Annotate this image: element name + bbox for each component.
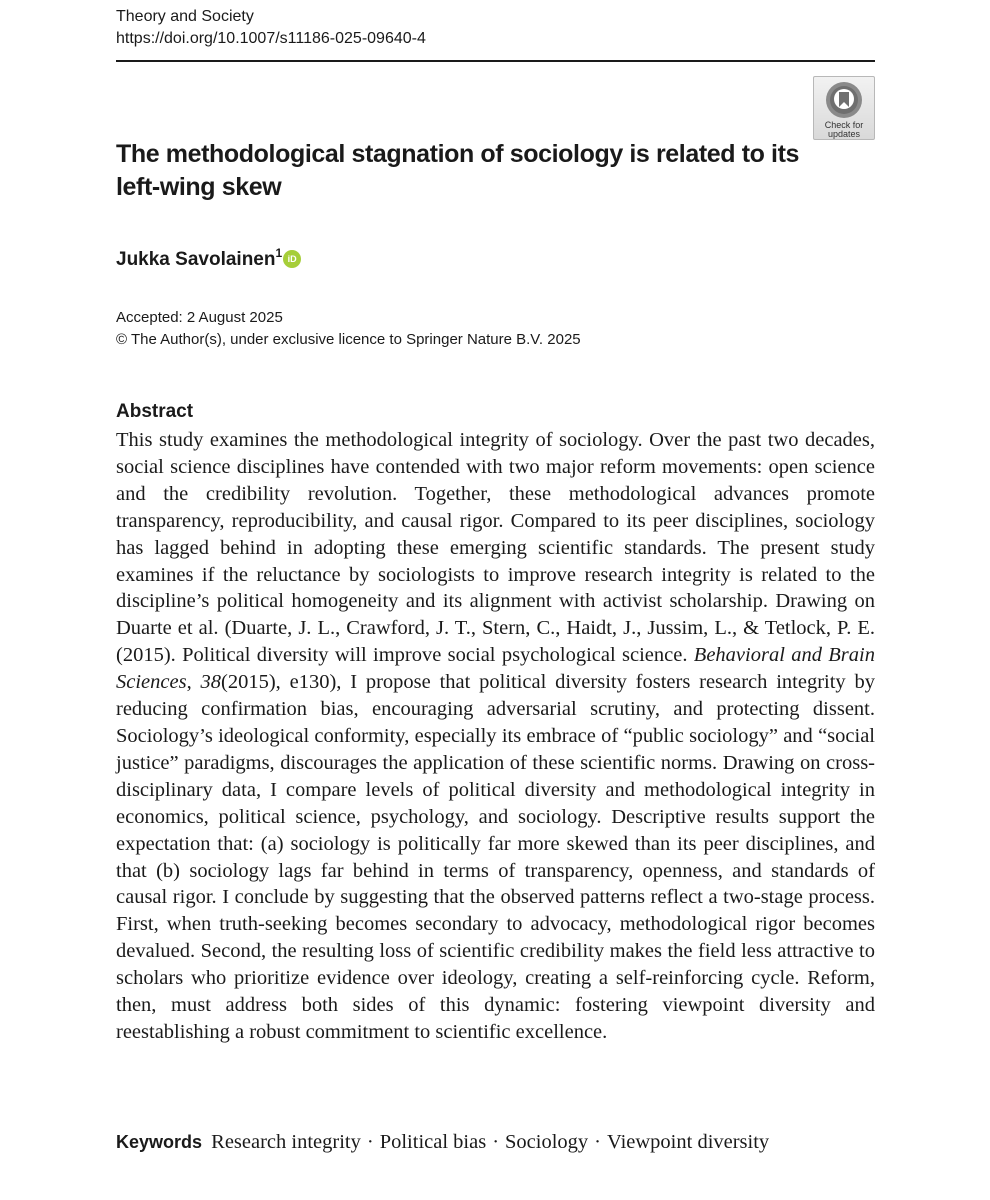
keywords-line (116, 1128, 875, 1156)
keyword-item: Political bias (379, 1131, 487, 1153)
keywords-label: Keywords (116, 1132, 203, 1152)
keyword-item: Sociology (505, 1131, 589, 1153)
keyword-item: Viewpoint diversity (607, 1131, 770, 1153)
author-name[interactable]: Jukka Savolainen (116, 249, 276, 270)
journal-name: Theory and Society (116, 8, 254, 25)
abstract-text-after: (2015), e130), I propose that political diversity fosters research integrity by reducing confirmation bias, encouraging adversarial scrutiny, and protecting dissent. Sociology’s ideological conformity, especially its embrace of “public sociology” and “social justice” paradigms, discourages the application of these scientific norms. Drawing on cross-disciplinary data, I compare levels of political diversity and methodological integrity in economics, political science, psychology, and sociology. Descriptive results support the expectation that: (a) sociology is politically far more skewed than its peer disciplines, and that (b) sociology lags far behind in terms of transparency, openness, and standards of causal rigor. I conclude by suggesting that the observed patterns reflect a two-stage process. First, when truth-seeking becomes secondary to advocacy, methodological rigor becomes devalued. Second, the resulting loss of scientific credibility makes the field less attractive to scholars who prioritize evidence over ideology, creating a self-reinforcing cycle. Reform, then, must address both sides of this dynamic: fostering viewpoint diversity and reestablishing a robust commitment to scientific excellence. (116, 671, 875, 1043)
article-title: The methodological stagnation of sociology is related to its left-wing skew (116, 140, 800, 201)
author-line (116, 240, 301, 273)
keyword-separator: · (594, 1131, 601, 1153)
affiliation-mark: 1 (275, 246, 283, 260)
bookmark-icon (825, 81, 863, 119)
abstract-text (116, 427, 875, 1046)
abstract-text-before: This study examines the methodological integrity of sociology. Over the past two decades, social science disciplines have contended with two major reform movements: open science and the credibility revolution. Together, these methodological advances promote transparency, reproducibility, and causal rigor. Compared to its peer disciplines, sociology has lagged behind in adopting these emerging scientific standards. The present study examines if the reluctance by sociologists to improve research integrity is related to the discipline’s political homogeneity and its alignment with activist scholarship. Drawing on Duarte et al. (Duarte, J. L., Crawford, J. T., Stern, C., Haidt, J., Jussim, L., & Tetlock, P. E. (2015). Political diversity will improve social psychological science. (116, 429, 875, 667)
article-header (116, 6, 426, 50)
cited-volume: 38 (200, 671, 222, 694)
header-rule (116, 60, 875, 62)
publication-meta (116, 307, 581, 351)
accepted-date: Accepted: 2 August 2025 (116, 309, 283, 326)
copyright-line: © The Author(s), under exclusive licence to Springer Nature B.V. 2025 (116, 331, 581, 348)
keyword-separator: · (492, 1131, 500, 1153)
cited-journal: Behavioral and Brain Sciences (116, 644, 875, 694)
keyword-separator: · (366, 1131, 374, 1153)
doi-link[interactable]: https://doi.org/10.1007/s11186-025-09640-4 (116, 30, 426, 47)
orcid-icon[interactable]: iD (283, 250, 301, 268)
abstract-heading: Abstract (116, 401, 194, 422)
keyword-item: Research integrity (211, 1131, 361, 1153)
check-for-updates-badge[interactable] (813, 76, 875, 140)
badge-line-1: Check for (824, 120, 864, 130)
badge-line-2: updates (827, 129, 861, 139)
citation-separator: , (186, 671, 201, 694)
